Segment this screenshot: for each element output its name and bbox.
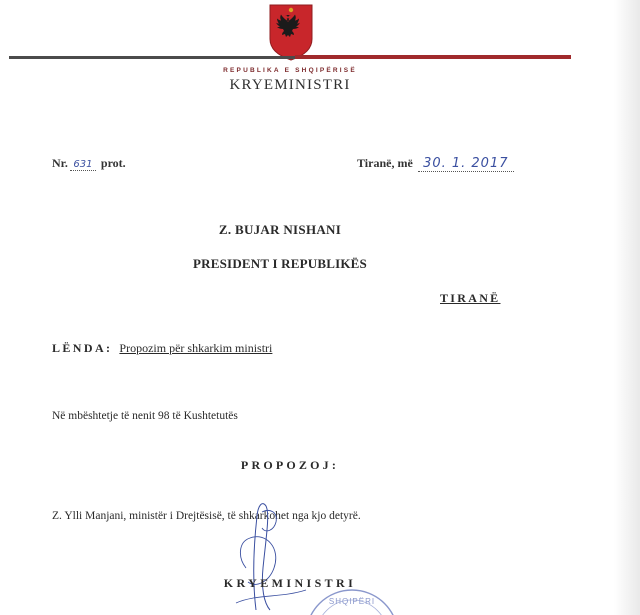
header-rule-red-segment — [295, 55, 571, 59]
addressee-city: TIRANË — [440, 291, 501, 305]
signature-title: KRYEMINISTRI — [223, 576, 357, 590]
protocol-number-line — [52, 156, 126, 171]
addressee-title: PRESIDENT I REPUBLIKËS — [193, 256, 367, 271]
dateline — [357, 156, 514, 172]
dateline-date: 30. 1. 2017 — [418, 156, 514, 172]
protocol-prefix: Nr. — [52, 156, 68, 170]
republic-name: REPUBLIKA E SHQIPËRISË — [223, 67, 357, 74]
subject-label: LËNDA: — [52, 341, 113, 355]
addressee-name: Z. BUJAR NISHANI — [218, 222, 342, 237]
header-rule — [9, 56, 571, 59]
protocol-number: 631 — [70, 159, 96, 171]
propose-heading: PROPOZOJ: — [240, 458, 340, 472]
official-seal-icon — [292, 588, 412, 615]
subject-text: Propozim për shkarkim ministri — [119, 341, 273, 355]
dateline-label: Tiranë, më — [357, 156, 413, 170]
decision-text: Z. Ylli Manjani, ministër i Drejtësisë, të shkarkohet nga kjo detyrë. — [52, 510, 361, 522]
protocol-suffix: prot. — [100, 156, 126, 170]
legal-basis: Në mbështetje të nenit 98 të Kushtetutës — [52, 410, 238, 422]
page-edge-shadow — [614, 0, 640, 615]
seal-text: SHQIPËRI — [328, 597, 376, 606]
ministry-heading: KRYEMINISTRI — [229, 77, 351, 93]
albanian-eagle-emblem-icon — [266, 3, 316, 61]
subject-line — [52, 341, 272, 356]
